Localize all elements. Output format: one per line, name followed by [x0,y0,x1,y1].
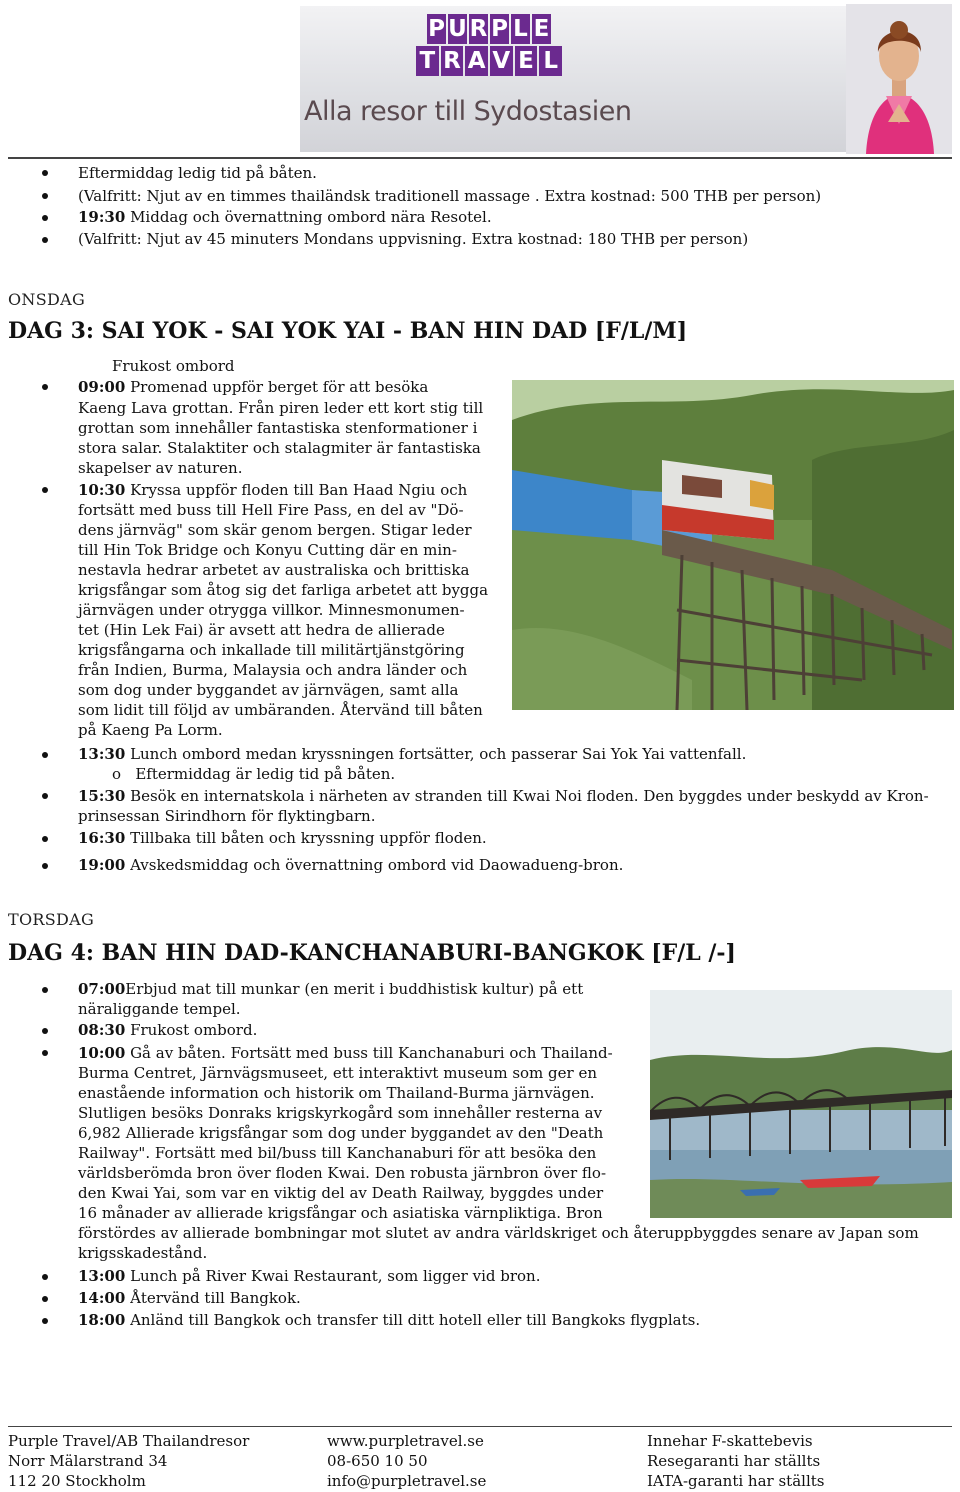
logo-letter: P [427,14,446,44]
itinerary-line: fortsätt med buss till Hell Fire Pass, en del av "Dö- [78,501,464,519]
logo-letter: U [448,14,467,44]
itinerary-line: den Kwai Yai, som var en viktig del av Death Railway, byggdes under [78,1184,604,1202]
logo-letter: T [416,46,439,76]
purple-travel-logo [416,14,562,84]
footer-iata-note: IATA-garanti har ställts [647,1472,825,1490]
logo-letter: V [490,46,513,76]
itinerary-line: prinsessan Sirindhorn för flyktingbarn. [78,807,376,825]
intro-item: (Valfritt: Njut av 45 minuters Mondans uppvisning. Extra kostnad: 180 THB per person) [78,230,749,248]
bullet [42,1050,48,1056]
itinerary-line: krigsfångar som åtog sig det farliga arbetet att bygga [78,581,489,599]
itinerary-line: grottan som innehåller fantastiska stenformationer i [78,419,478,437]
bullet [42,193,48,199]
bullet [42,752,48,758]
itinerary-line: skapelser av naturen. [78,459,243,477]
itinerary-line: 10:00 Gå av båten. Fortsätt med buss till Kanchanaburi och Thailand- [78,1044,613,1062]
footer-city: 112 20 Stockholm [8,1472,146,1490]
page-header [0,0,960,160]
kwai-bridge-photo [650,990,952,1218]
bullet [42,1318,48,1324]
itinerary-line: 10:30 Kryssa uppför floden till Ban Haad Ngiu och [78,481,468,499]
logo-row-top [416,14,562,44]
logo-letter: L [539,46,562,76]
itinerary-line: enastående information och historik om Thailand-Burma järnvägen. [78,1084,595,1102]
itinerary-line: 16:30 Tillbaka till båten och kryssning uppför floden. [78,829,487,847]
bullet [42,1274,48,1280]
bullet [42,987,48,993]
footer-address: Norr Mälarstrand 34 [8,1452,168,1470]
itinerary-line: 07:00Erbjud mat till munkar (en merit i buddhistisk kultur) på ett [78,980,584,998]
itinerary-line: 13:30 Lunch ombord medan kryssningen fortsätter, och passerar Sai Yok Yai vattenfall. [78,745,747,763]
logo-letter: A [465,46,488,76]
itinerary-line: 18:00 Anländ till Bangkok och transfer till ditt hotell eller till Bangkoks flygplats. [78,1311,701,1329]
itinerary-line: Railway". Fortsätt med bil/buss till Kanchanaburi för att besöka den [78,1144,597,1162]
itinerary-line: världsberömda bron över floden Kwai. Den robusta järnbron över flo- [78,1164,607,1182]
itinerary-line: dens järnväg" som skär genom bergen. Stigar leder [78,521,472,539]
footer-email-link[interactable]: info@purpletravel.se [327,1472,487,1490]
weekday-label: TORSDAG [8,910,95,929]
bullet [42,237,48,243]
itinerary-line: som dog under byggandet av järnvägen, samt alla [78,681,459,699]
itinerary-line: stora salar. Stalaktiter och stalagmiter är fantastiska [78,439,481,457]
breakfast-line: Frukost ombord [112,357,235,375]
logo-letter: R [441,46,464,76]
itinerary-line: 14:00 Återvänd till Bangkok. [78,1289,301,1307]
intro-item: Eftermiddag ledig tid på båten. [78,164,317,182]
logo-row-bottom [416,46,562,76]
intro-item: (Valfritt: Njut av en timmes thailändsk traditionell massage . Extra kostnad: 500 THB per person) [78,187,822,205]
bullet [42,1028,48,1034]
bullet [42,793,48,799]
hostess-photo [846,4,952,154]
footer-company: Purple Travel/AB Thailandresor [8,1432,250,1450]
itinerary-line: 15:30 Besök en internatskola i närheten av stranden till Kwai Noi floden. Den byggdes under beskydd av Kron- [78,787,929,805]
day-title: DAG 4: BAN HIN DAD-KANCHANABURI-BANGKOK [F/L /-] [8,940,736,966]
itinerary-line: till Hin Tok Bridge och Konyu Cutting där en min- [78,541,457,559]
header-divider [8,157,952,159]
weekday-label: ONSDAG [8,290,86,309]
footer-guarantee-note: Resegaranti har ställts [647,1452,821,1470]
footer-phone: 08-650 10 50 [327,1452,428,1470]
intro-item: 19:30 Middag och övernattning ombord nära Resotel. [78,208,492,226]
footer-tax-note: Innehar F-skattebevis [647,1432,813,1450]
bullet [42,487,48,493]
bullet [42,215,48,221]
itinerary-line: på Kaeng Pa Lorm. [78,721,223,739]
logo-letter: R [469,14,488,44]
itinerary-line: 6,982 Allierade krigsfångar som dog under byggandet av den "Death [78,1124,604,1142]
itinerary-line: nestavla hedrar arbetet av australiska och brittiska [78,561,470,579]
footer-divider [8,1426,952,1427]
bullet [42,836,48,842]
sub-item: o Eftermiddag är ledig tid på båten. [112,765,396,783]
logo-letter: E [515,46,538,76]
itinerary-line: 19:00 Avskedsmiddag och övernattning ombord vid Daowadueng-bron. [78,856,624,874]
train-bridge-photo [512,380,954,710]
bullet [42,170,48,176]
logo-letter: L [511,14,530,44]
itinerary-line: Kaeng Lava grottan. Från piren leder ett kort stig till [78,399,484,417]
itinerary-line: 08:30 Frukost ombord. [78,1021,258,1039]
itinerary-line: från Indien, Burma, Malaysia och andra länder och [78,661,468,679]
itinerary-line: 13:00 Lunch på River Kwai Restaurant, som ligger vid bron. [78,1267,541,1285]
itinerary-line: järnvägen under otrygga villkor. Minnesmonumen- [78,601,465,619]
itinerary-line: 16 månader av allierade krigsfångar och asiatiska värnpliktiga. Bron [78,1204,603,1222]
bullet [42,1296,48,1302]
itinerary-line: Burma Centret, Järnvägsmuseet, ett interaktivt museum som ger en [78,1064,597,1082]
itinerary-line: 09:00 Promenad uppför berget för att besöka [78,378,429,396]
itinerary-line: tet (Hin Lek Fai) är avsett att hedra de allierade [78,621,445,639]
header-tagline: Alla resor till Sydostasien [304,96,632,127]
itinerary-line: krigsskadestånd. [78,1244,208,1262]
itinerary-line: som lidit till följd av umbäranden. Återvänd till båten [78,701,483,719]
itinerary-line: Slutligen besöks Donraks krigskyrkogård som innehåller resterna av [78,1104,603,1122]
itinerary-line: näraliggande tempel. [78,1000,241,1018]
itinerary-line: förstördes av allierade bombningar mot slutet av andra världskriget och återuppbyggdes senare av Japan som [78,1224,919,1242]
logo-letter: E [532,14,551,44]
itinerary-line: krigsfångarna och inkallade till militärtjänstgöring [78,641,465,659]
logo-letter: P [490,14,509,44]
bullet [42,863,48,869]
day-title: DAG 3: SAI YOK - SAI YOK YAI - BAN HIN DAD [F/L/M] [8,318,688,344]
footer-website-link[interactable]: www.purpletravel.se [327,1432,484,1450]
bullet [42,384,48,390]
